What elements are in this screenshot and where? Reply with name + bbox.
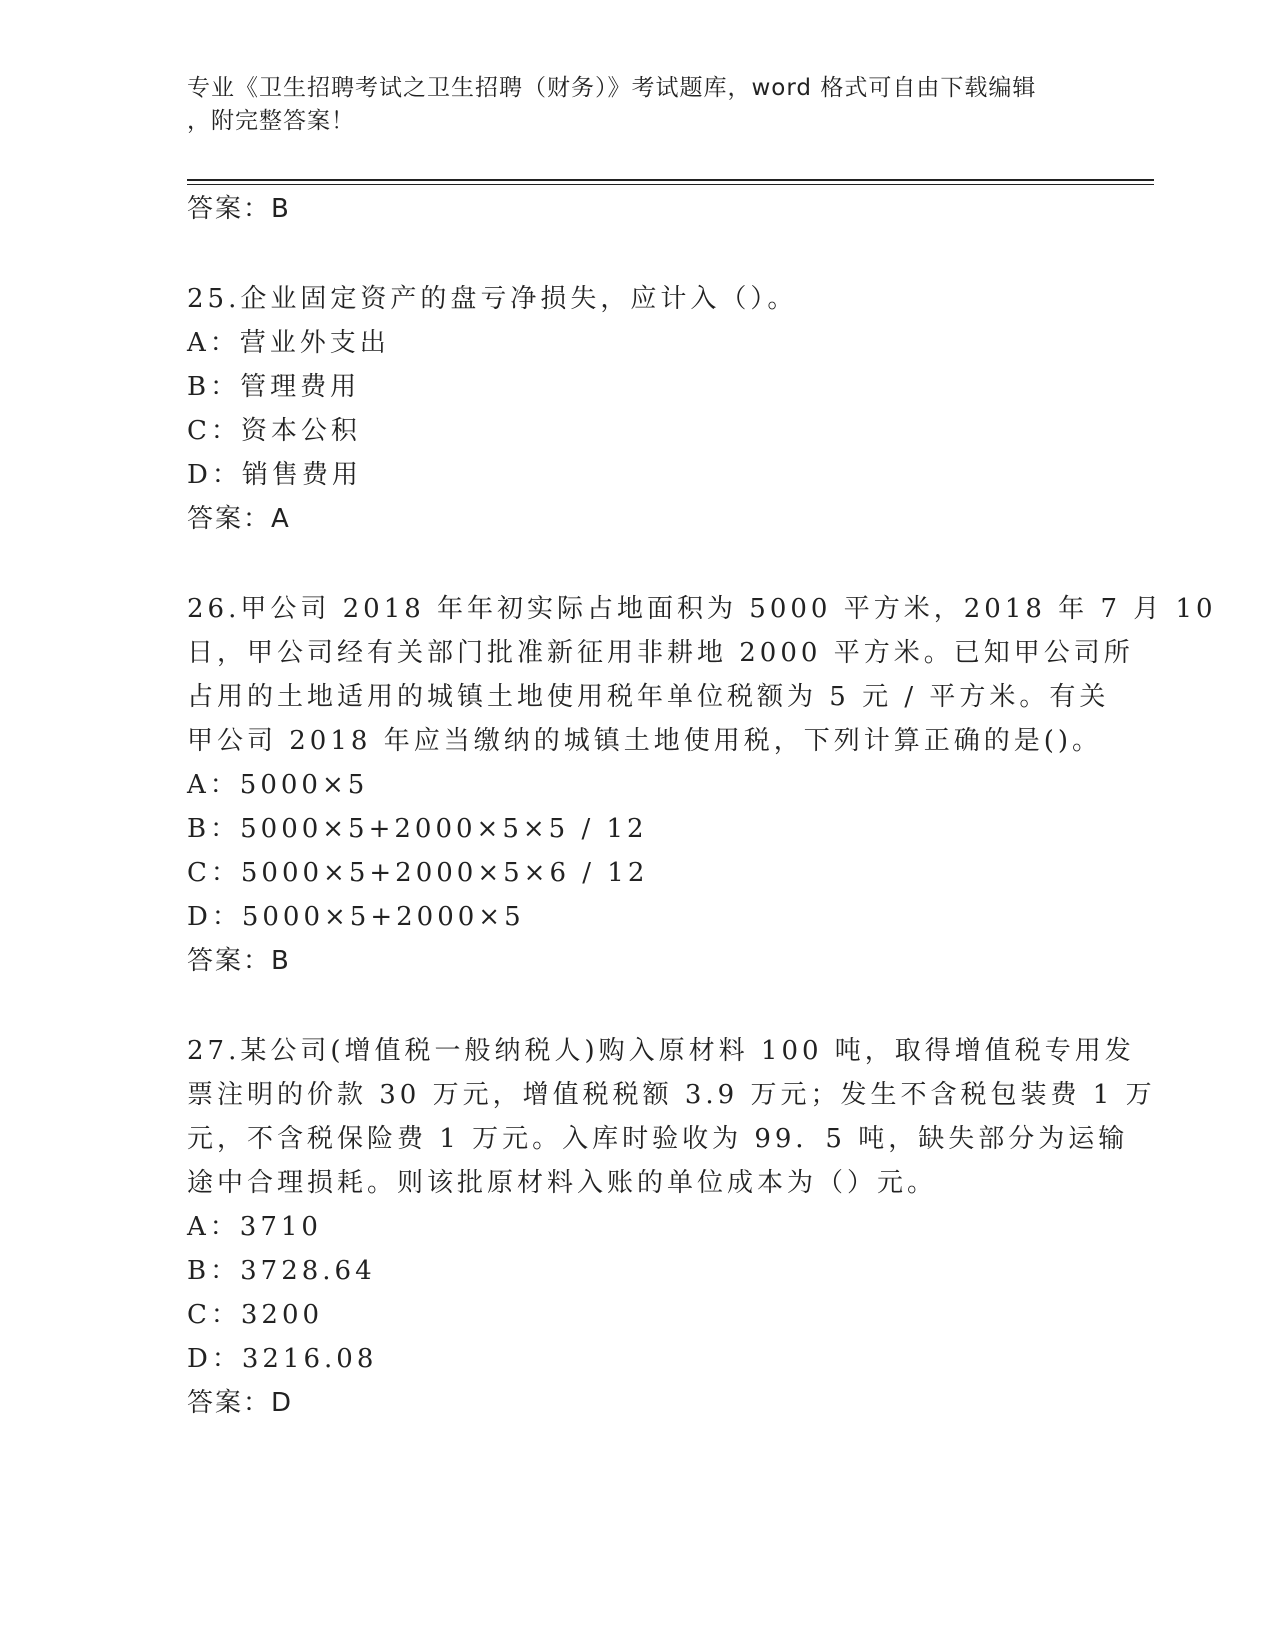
question-stem-line: 元，不含税保险费 1 万元。入库时验收为 99．5 吨，缺失部分为运输 xyxy=(187,1124,1129,1154)
question-stem-line: 票注明的价款 30 万元，增值税税额 3.9 万元；发生不含税包装费 1 万 xyxy=(187,1080,1156,1110)
question-stem-line: 25.企业固定资产的盘亏净损失，应计入（）。 xyxy=(187,284,798,314)
question-stem-line: 甲公司 2018 年应当缴纳的城镇土地使用税，下列计算正确的是()。 xyxy=(187,726,1102,756)
option-a: A：3710 xyxy=(187,1212,322,1242)
option-d: D：5000×5+2000×5 xyxy=(187,902,525,932)
option-c: C：3200 xyxy=(187,1300,324,1330)
answer: 答案：D xyxy=(187,1388,294,1418)
header-line-1: 专业《卫生招聘考试之卫生招聘（财务）》考试题库，word 格式可自由下载编辑 xyxy=(187,75,1037,101)
option-c: C：5000×5+2000×5×6 / 12 xyxy=(187,858,649,888)
option-d: D：3216.08 xyxy=(187,1344,378,1374)
option-a: A：营业外支出 xyxy=(187,328,390,358)
question-stem-line: 27.某公司(增值税一般纳税人)购入原材料 100 吨，取得增值税专用发 xyxy=(187,1036,1135,1066)
option-a: A：5000×5 xyxy=(187,770,369,800)
option-c: C：资本公积 xyxy=(187,416,361,446)
option-b: B：3728.64 xyxy=(187,1256,376,1286)
question-stem-line: 日，甲公司经有关部门批准新征用非耕地 2000 平方米。已知甲公司所 xyxy=(187,638,1134,668)
header-rule-thick xyxy=(187,179,1154,181)
page-header xyxy=(187,72,1087,138)
question-stem-line: 途中合理损耗。则该批原材料入账的单位成本为（）元。 xyxy=(187,1168,938,1198)
option-b: B：5000×5+2000×5×5 / 12 xyxy=(187,814,648,844)
question-stem-line: 占用的土地适用的城镇土地使用税年单位税额为 5 元 / 平方米。有关 xyxy=(187,682,1110,712)
option-b: B：管理费用 xyxy=(187,372,361,402)
answer-previous: 答案：B xyxy=(187,194,291,224)
question-stem-line: 26.甲公司 2018 年年初实际占地面积为 5000 平方米，2018 年 7 月 10 xyxy=(187,594,1217,624)
option-d: D：销售费用 xyxy=(187,460,362,490)
header-rule-thin xyxy=(187,184,1154,185)
answer: 答案：B xyxy=(187,946,291,976)
answer: 答案：A xyxy=(187,504,291,534)
header-line-2: ，附完整答案！ xyxy=(187,108,355,134)
